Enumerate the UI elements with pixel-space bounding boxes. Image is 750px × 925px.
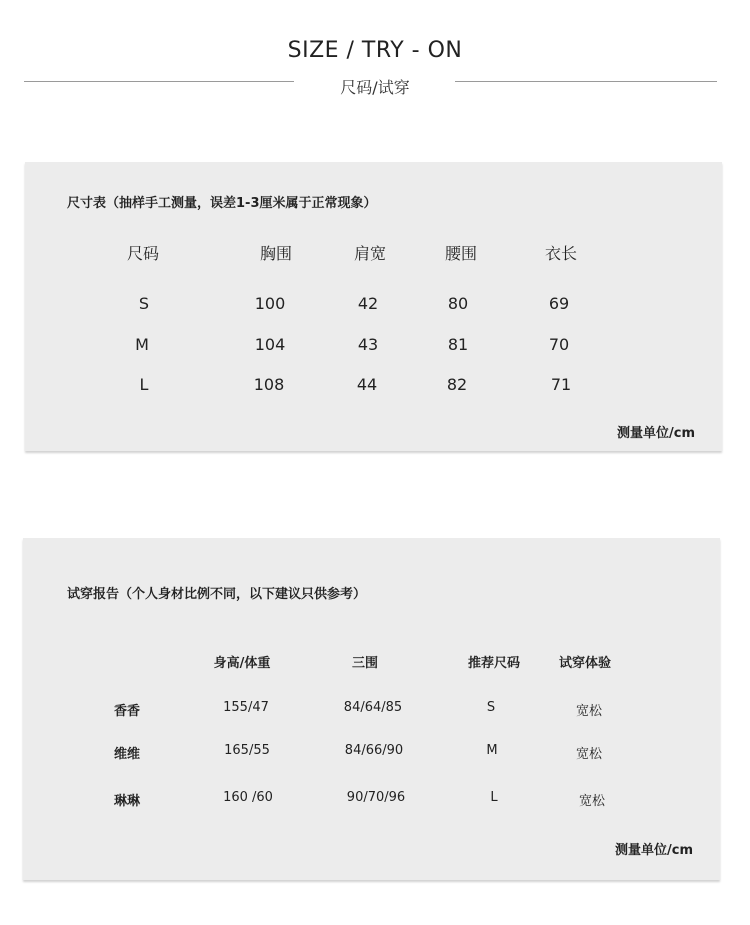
tryon-col-header: 身高/体重 xyxy=(213,656,271,671)
tryon-cell: 琳琳 xyxy=(113,794,141,809)
size-table-note: 尺寸表（抽样手工测量，误差1-3厘米属于正常现象） xyxy=(67,196,377,211)
tryon-panel xyxy=(23,538,720,880)
page-subtitle: 尺码/试穿 xyxy=(340,78,410,97)
size-col-header: 肩宽 xyxy=(353,244,387,263)
size-cell: 81 xyxy=(447,335,469,354)
size-cell: 108 xyxy=(253,375,285,394)
tryon-cell: 宽松 xyxy=(575,747,603,762)
size-col-header: 腰围 xyxy=(444,244,478,263)
size-cell: S xyxy=(138,294,150,313)
tryon-col-header: 试穿体验 xyxy=(558,656,612,671)
tryon-col-header: 三围 xyxy=(351,656,379,671)
size-cell: L xyxy=(139,375,149,394)
size-col-header: 尺码 xyxy=(126,244,160,263)
size-cell: 70 xyxy=(548,335,570,354)
tryon-col-header: 推荐尺码 xyxy=(467,656,521,671)
tryon-cell: 155/47 xyxy=(223,700,269,715)
tryon-cell: 维维 xyxy=(113,747,141,762)
size-cell: 71 xyxy=(550,375,572,394)
size-cell: 69 xyxy=(548,294,570,313)
size-col-header: 衣长 xyxy=(544,244,578,263)
size-col-header: 胸围 xyxy=(259,244,293,263)
tryon-cell: 84/66/90 xyxy=(344,743,404,758)
tryon-cell: L xyxy=(490,790,498,805)
size-cell: 44 xyxy=(356,375,378,394)
size-cell: 43 xyxy=(357,335,379,354)
tryon-cell: 香香 xyxy=(113,704,141,719)
tryon-cell: 165/55 xyxy=(224,743,270,758)
tryon-cell: M xyxy=(486,743,498,758)
tryon-cell: 宽松 xyxy=(578,794,606,809)
tryon-cell: 160 /60 xyxy=(223,790,273,805)
tryon-unit-label: 测量单位/cm xyxy=(615,843,694,858)
size-cell: 104 xyxy=(254,335,286,354)
size-unit-label: 测量单位/cm xyxy=(617,426,696,441)
tryon-cell: 84/64/85 xyxy=(343,700,403,715)
tryon-cell: 宽松 xyxy=(575,704,603,719)
size-cell: M xyxy=(135,335,149,354)
tryon-note: 试穿报告（个人身材比例不同，以下建议只供参考） xyxy=(67,587,367,602)
page-title: SIZE / TRY - ON xyxy=(287,38,463,63)
size-cell: 100 xyxy=(254,294,286,313)
size-cell: 82 xyxy=(446,375,468,394)
size-table-panel xyxy=(25,162,722,451)
tryon-cell: S xyxy=(486,700,496,715)
size-cell: 42 xyxy=(357,294,379,313)
size-cell: 80 xyxy=(447,294,469,313)
tryon-cell: 90/70/96 xyxy=(346,790,406,805)
